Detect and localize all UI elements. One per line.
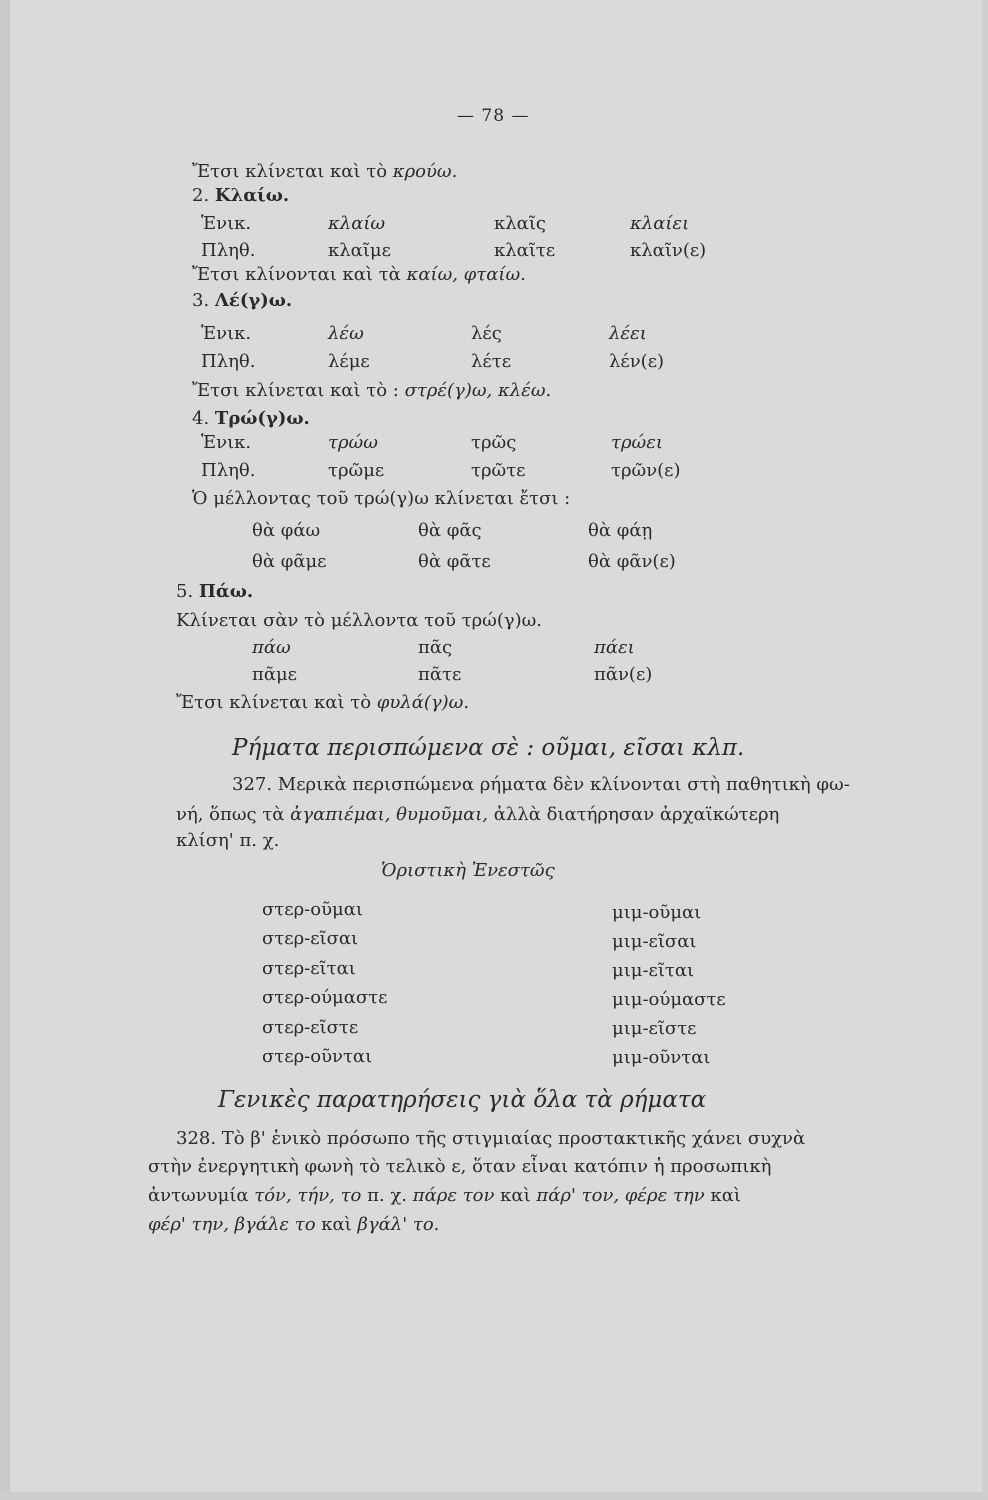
paragraph-328-text: καὶ	[710, 1185, 741, 1206]
section-5-title: Πάω.	[198, 581, 254, 602]
paragraph-328-text: καὶ	[321, 1214, 352, 1235]
section-5-line: Κλίνεται σὰν τὸ μέλλοντα τοῦ τρώ(γ)ω.	[176, 610, 543, 631]
paragraph-327-line2	[176, 803, 779, 827]
paragraph-328-example: τόν, τήν, το	[254, 1185, 362, 1206]
paragraph-327-text: νή, ὅπως τὰ	[176, 804, 285, 825]
section-2-cell: κλαῖμε	[328, 240, 391, 261]
paragraph-327-line1: 327. Μερικὰ περισπώμενα ρήματα δὲν κλίνονται στὴ παθητικὴ φω-	[232, 774, 850, 795]
future-cell: θὰ φᾶτε	[418, 551, 491, 572]
conjugation-left-cell: στερ-εῖται	[262, 958, 356, 979]
section-2-cell: κλαίει	[630, 213, 690, 234]
section-4-cell: τρῶτε	[471, 460, 526, 481]
section-3-title: Λέ(γ)ω.	[214, 290, 293, 311]
section-5-cell: πᾶτε	[418, 664, 462, 685]
section-3-row-label: Ἑνικ.	[201, 323, 252, 344]
intro-line	[192, 160, 457, 184]
section-2-title: Κλαίω.	[214, 185, 290, 206]
conjugation-left-cell: στερ-εῖστε	[262, 1017, 359, 1038]
section-5-heading	[176, 580, 253, 604]
section-4-number: 4.	[192, 408, 210, 429]
section-4-cell: τρῶν(ε)	[611, 460, 681, 481]
paragraph-328-line1: 328. Τὸ β' ἑνικὸ πρόσωπο τῆς στιγμιαίας προστακτικῆς χάνει συχνὰ	[176, 1128, 806, 1149]
section-3-cell: λέτε	[471, 351, 512, 372]
future-cell: θὰ φᾶν(ε)	[588, 551, 676, 572]
section-3-cell: λέω	[328, 323, 364, 344]
section-2-note	[192, 263, 526, 287]
page-edge-right	[982, 0, 988, 1500]
conjugation-right-cell: μιμ-εῖται	[612, 960, 695, 981]
section-2-row-label: Ἑνικ.	[201, 213, 252, 234]
section-3-cell: λέει	[609, 323, 647, 344]
paragraph-328-example: πάρ' τον, φέρε την	[536, 1185, 705, 1206]
conjugation-right-cell: μιμ-ούμαστε	[612, 989, 726, 1010]
paragraph-328-text: ἀντωνυμία	[148, 1185, 249, 1206]
section-4-cell: τρώω	[328, 432, 378, 453]
section-4-cell: τρώει	[611, 432, 663, 453]
section-4-cell: τρῶμε	[328, 460, 385, 481]
paragraph-327-examples: ἀγαπιέμαι, θυμοῦμαι,	[290, 804, 489, 825]
section-5-note-word: φυλά(γ)ω.	[376, 692, 470, 713]
page-edge-left	[0, 0, 10, 1500]
paragraph-328-text: καὶ	[500, 1185, 531, 1206]
paragraph-328-example: φέρ' την, βγάλε το	[148, 1214, 316, 1235]
future-cell: θὰ φᾶς	[418, 520, 482, 541]
section-2-cell: κλαῖς	[494, 213, 546, 234]
conjugation-right-cell: μιμ-εῖστε	[612, 1018, 697, 1039]
paragraph-328-line4	[148, 1213, 439, 1237]
conjugation-left-cell: στερ-ούμαστε	[262, 987, 388, 1008]
section-2-heading	[192, 184, 289, 208]
heading-contract-verbs: Ρήματα περισπώμενα σὲ : οῦμαι, εῖσαι κλπ.	[232, 735, 745, 761]
section-3-note-words: στρέ(γ)ω, κλέω.	[404, 380, 552, 401]
paragraph-328-example: βγάλ' το.	[357, 1214, 440, 1235]
section-2-note-words: καίω, φταίω.	[406, 264, 526, 285]
section-5-note	[176, 691, 469, 715]
section-2-number: 2.	[192, 185, 210, 206]
section-3-row-label: Πληθ.	[201, 351, 256, 372]
section-5-cell: πάω	[252, 637, 291, 658]
future-cell: θὰ φάῃ	[588, 520, 653, 541]
conjugation-left-cell: στερ-οῦνται	[262, 1046, 373, 1067]
future-cell: θὰ φάω	[252, 520, 321, 541]
section-3-cell: λέμε	[328, 351, 370, 372]
section-4-cell: τρῶς	[471, 432, 517, 453]
conjugation-right-cell: μιμ-οῦμαι	[612, 902, 702, 923]
intro-word: κρούω.	[392, 161, 458, 182]
section-2-cell: κλαῖν(ε)	[630, 240, 707, 261]
section-3-cell: λέν(ε)	[609, 351, 665, 372]
paragraph-328-line3	[148, 1184, 741, 1208]
section-4-row-label: Πληθ.	[201, 460, 256, 481]
section-5-note-text: Ἔτσι κλίνεται καὶ τὸ	[176, 692, 372, 713]
section-3-note	[192, 379, 551, 403]
conjugation-left-cell: στερ-οῦμαι	[262, 899, 363, 920]
section-5-cell: πᾶν(ε)	[594, 664, 653, 685]
section-2-cell: κλαῖτε	[494, 240, 556, 261]
section-3-number: 3.	[192, 290, 210, 311]
conjugation-right-cell: μιμ-εῖσαι	[612, 931, 697, 952]
conjugation-table-title: Ὁριστικὴ Ἐνεστῶς	[381, 860, 555, 881]
section-5-cell: πάει	[594, 637, 635, 658]
intro-text: Ἔτσι κλίνεται καὶ τὸ	[192, 161, 388, 182]
paragraph-327-line3: κλίση' π. χ.	[176, 830, 280, 851]
conjugation-left-cell: στερ-εῖσαι	[262, 928, 359, 949]
section-5-number: 5.	[176, 581, 194, 602]
section-2-cell: κλαίω	[328, 213, 386, 234]
heading-general-remarks: Γενικὲς παρατηρήσεις γιὰ ὅλα τὰ ρήματα	[218, 1087, 707, 1113]
section-4-title: Τρώ(γ)ω.	[214, 408, 310, 429]
section-3-cell: λές	[471, 323, 502, 344]
section-4-note: Ὁ μέλλοντας τοῦ τρώ(γ)ω κλίνεται ἔτσι :	[192, 488, 571, 509]
section-2-note-text: Ἔτσι κλίνονται καὶ τὰ	[192, 264, 401, 285]
page-edge-bottom	[0, 1492, 988, 1500]
section-5-cell: πᾶμε	[252, 664, 298, 685]
paragraph-328-example: πάρε τον	[412, 1185, 495, 1206]
section-4-row-label: Ἑνικ.	[201, 432, 252, 453]
paragraph-327-text: ἀλλὰ διατήρησαν ἀρχαϊκώτερη	[493, 804, 780, 825]
paragraph-328-text: π. χ.	[367, 1185, 408, 1206]
section-2-row-label: Πληθ.	[201, 240, 256, 261]
paragraph-328-line2: στὴν ἐνεργητικὴ φωνὴ τὸ τελικὸ ε, ὅταν εἶναι κατόπιν ἡ προσωπικὴ	[148, 1156, 772, 1177]
future-cell: θὰ φᾶμε	[252, 551, 327, 572]
page-number: — 78 —	[457, 106, 530, 126]
section-3-note-text: Ἔτσι κλίνεται καὶ τὸ :	[192, 380, 399, 401]
section-5-cell: πᾶς	[418, 637, 453, 658]
section-3-heading	[192, 289, 292, 313]
section-4-heading	[192, 407, 310, 431]
conjugation-right-cell: μιμ-οῦνται	[612, 1047, 711, 1068]
